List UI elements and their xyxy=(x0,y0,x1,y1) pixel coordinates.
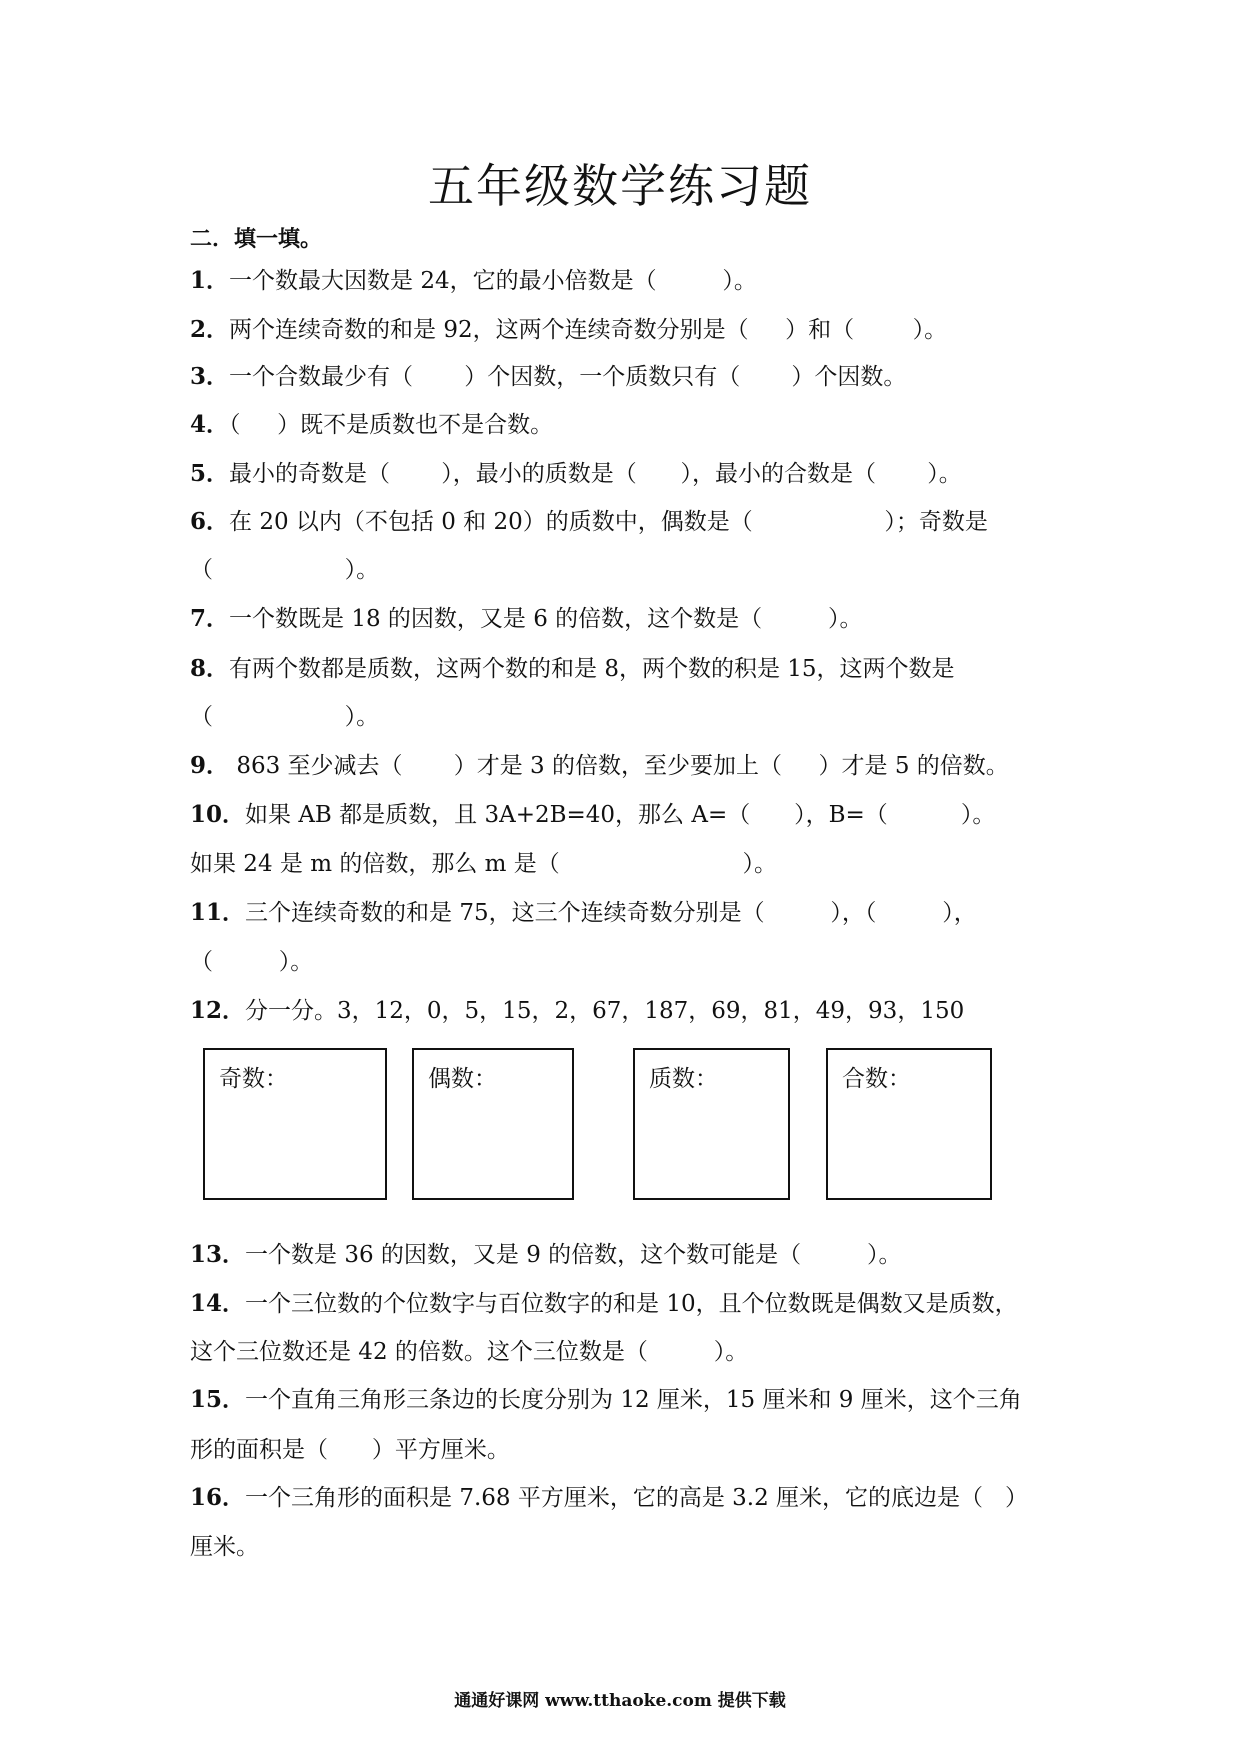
question-line xyxy=(190,1333,748,1366)
question-text: 一个数既是 18 的因数，又是 6 的倍数，这个数是（ ）。 xyxy=(229,606,863,632)
question-line xyxy=(190,1431,510,1464)
question-line xyxy=(190,455,962,488)
question-line xyxy=(190,747,1009,780)
question-line xyxy=(190,796,995,829)
question-text: （ ）。 xyxy=(190,557,380,583)
question-line xyxy=(190,992,964,1025)
question-text: 一个三角形的面积是 7.68 平方厘米，它的高是 3.2 厘米，它的底边是（ ） xyxy=(245,1485,1028,1511)
question-number: 16． xyxy=(190,1484,246,1511)
odd-numbers-box xyxy=(203,1048,387,1200)
section-heading: 二．填一填。 xyxy=(190,226,323,252)
question-text: 分一分。3，12，0，5，15，2，67，187，69，81，49，93，150 xyxy=(245,998,965,1024)
question-text: 形的面积是（ ）平方厘米。 xyxy=(190,1437,510,1463)
question-number: 11． xyxy=(190,899,246,926)
box-label-odd: 奇数： xyxy=(219,1066,288,1092)
question-line xyxy=(190,358,906,391)
question-line xyxy=(190,1285,1018,1318)
question-number: 10． xyxy=(190,801,246,828)
question-number: 1． xyxy=(190,267,230,294)
question-line xyxy=(190,311,947,344)
question-number: 7． xyxy=(190,605,230,632)
question-number: 3． xyxy=(190,363,230,390)
question-line xyxy=(190,1528,259,1561)
question-line xyxy=(190,551,379,584)
question-number: 15． xyxy=(190,1386,246,1413)
even-numbers-box xyxy=(412,1048,574,1200)
question-text: 如果 AB 都是质数，且 3A+2B=40，那么 A=（ ），B=（ ）。 xyxy=(245,802,996,828)
box-label-even: 偶数： xyxy=(428,1066,497,1092)
question-text: 这个三位数还是 42 的倍数。这个三位数是（ ）。 xyxy=(190,1339,749,1365)
question-text: 一个合数最少有（ ）个因数，一个质数只有（ ）个因数。 xyxy=(229,364,907,390)
question-text: 厘米。 xyxy=(190,1534,259,1560)
box-label-composite: 合数： xyxy=(842,1066,911,1092)
question-text: 一个三位数的个位数字与百位数字的和是 10，且个位数既是偶数又是质数， xyxy=(245,1291,1018,1317)
question-text: 一个直角三角形三条边的长度分别为 12 厘米，15 厘米和 9 厘米，这个三角 xyxy=(245,1387,1022,1413)
question-number: 14． xyxy=(190,1290,246,1317)
question-text: 有两个数都是质数，这两个数的和是 8，两个数的积是 15，这两个数是 xyxy=(229,656,955,682)
composite-numbers-box xyxy=(826,1048,992,1200)
question-line xyxy=(190,894,977,927)
question-text: （ ）。 xyxy=(190,949,314,975)
box-label-prime: 质数： xyxy=(649,1066,718,1092)
question-number: 9． xyxy=(190,752,230,779)
prime-numbers-box xyxy=(633,1048,790,1200)
question-number: 5． xyxy=(190,460,230,487)
question-text: 两个连续奇数的和是 92，这两个连续奇数分别是（ ）和（ ）。 xyxy=(229,317,948,343)
question-number: 2． xyxy=(190,316,230,343)
question-text: 如果 24 是 m 的倍数，那么 m 是（ ）。 xyxy=(190,851,778,877)
question-text: 三个连续奇数的和是 75，这三个连续奇数分别是（ ），（ ）， xyxy=(245,900,977,926)
question-number: 8． xyxy=(190,655,230,682)
question-line xyxy=(190,1479,1028,1512)
question-line xyxy=(190,650,955,683)
question-text: 一个数是 36 的因数，又是 9 的倍数，这个数可能是（ ）。 xyxy=(245,1242,902,1268)
footer-credit: 通通好课网 www.tthaoke.com 提供下载 xyxy=(454,1691,786,1711)
question-line xyxy=(190,600,862,633)
question-line xyxy=(190,262,757,295)
question-line xyxy=(190,503,988,536)
question-line xyxy=(190,698,379,731)
question-text: 在 20 以内（不包括 0 和 20）的质数中，偶数是（ ）；奇数是 xyxy=(229,509,988,535)
question-line xyxy=(190,1381,1022,1414)
question-line xyxy=(190,943,313,976)
question-number: 12． xyxy=(190,997,246,1024)
question-text: 863 至少减去（ ）才是 3 的倍数，至少要加上（ ）才是 5 的倍数。 xyxy=(229,753,1009,779)
page-title: 五年级数学练习题 xyxy=(428,159,812,213)
question-text: 最小的奇数是（ ），最小的质数是（ ），最小的合数是（ ）。 xyxy=(229,461,962,487)
question-text: （ ）既不是质数也不是合数。 xyxy=(229,412,554,438)
question-text: 一个数最大因数是 24，它的最小倍数是（ ）。 xyxy=(229,268,757,294)
question-line xyxy=(190,845,777,878)
question-text: （ ）。 xyxy=(190,704,380,730)
question-number: 6． xyxy=(190,508,230,535)
question-number: 13． xyxy=(190,1241,246,1268)
question-line xyxy=(190,406,553,439)
question-number: 4． xyxy=(190,411,230,438)
question-line xyxy=(190,1236,901,1269)
